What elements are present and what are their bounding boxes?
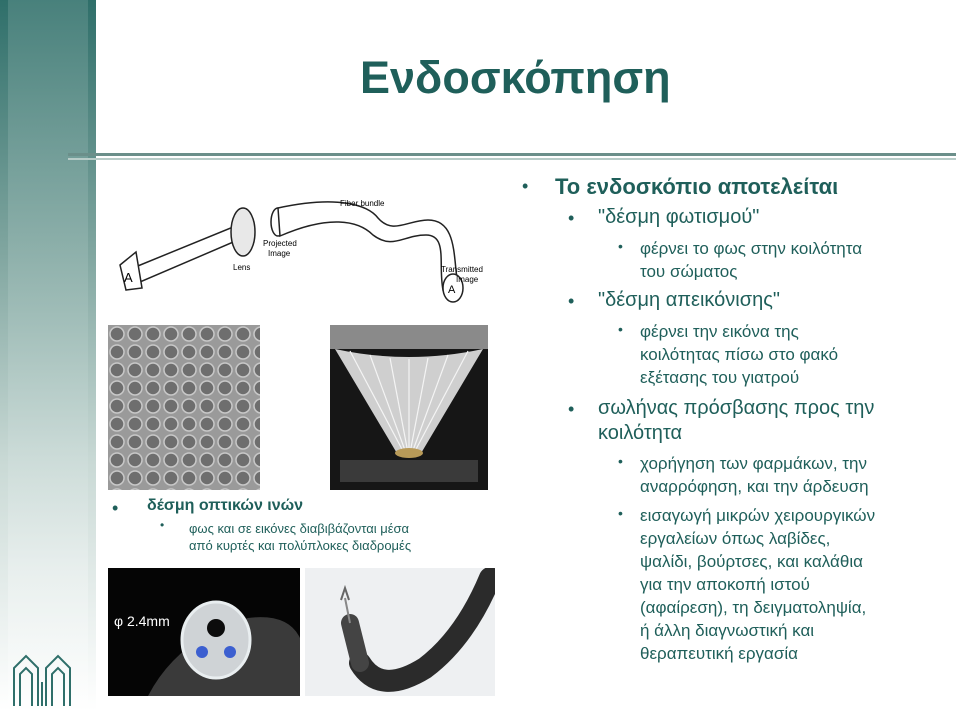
sub-illumination: [640, 237, 862, 283]
bullet-main: Το ενδοσκόπιο αποτελείται: [555, 174, 839, 199]
sub-instruments-line-7: θεραπευτική εργασία: [640, 644, 798, 663]
access-channel-line-1: σωλήνας πρόσβασης προς την: [598, 397, 875, 419]
access-channel-line-2: κοιλότητα: [598, 422, 683, 444]
endoscope-tip-photo: [108, 568, 300, 696]
sub-instruments-line-5: (αφαίρεση), τη δειγματοληψία,: [640, 598, 867, 617]
label-projected-2: Image: [268, 249, 291, 258]
fiber-caption-title: δέσμη οπτικών ινών: [147, 497, 304, 514]
caption-sub-bullet: •: [160, 518, 165, 532]
bullet-access-channel: [598, 396, 874, 446]
bullet-imaging: "δέσμη απεικόνισης": [598, 289, 780, 311]
label-transmitted-2: Image: [456, 275, 479, 284]
diagram-letter-a-right: A: [448, 284, 456, 296]
bullet-illumination: "δέσμη φωτισμού": [598, 206, 760, 228]
label-transmitted-1: Transmitted: [441, 265, 483, 274]
sub-drugs: [640, 452, 869, 498]
sub-instruments: [640, 504, 875, 665]
diagram-letter-a-left: A: [124, 270, 133, 285]
left-band-gradient: [8, 0, 88, 711]
bullet-dot-3: •: [568, 399, 575, 419]
sub-instruments-line-1: εισαγωγή μικρών χειρουργικών: [640, 506, 876, 525]
fiber-cross-section-photo: [108, 325, 260, 490]
slide-title: Ενδοσκόπηση: [360, 52, 671, 103]
label-fiber-bundle: Fiber bundle: [340, 199, 385, 208]
sub-dot-3: •: [618, 453, 623, 469]
sub-dot-1: •: [618, 238, 623, 254]
sub-instruments-line-3: ψαλίδι, βούρτσες, και καλάθια: [640, 552, 863, 571]
bullet-dot-2: •: [568, 291, 575, 311]
sub-instruments-line-2: εργαλείων όπως λαβίδες,: [640, 529, 831, 548]
sub-drugs-line-2: αναρρόφηση, και την άρδευση: [640, 477, 869, 496]
scope-diameter-label: φ 2.4mm: [114, 613, 170, 629]
left-decorative-band: [0, 0, 96, 711]
title-underline: [68, 153, 956, 161]
fiber-bundle-diagram: [108, 190, 498, 320]
sub-dot-4: •: [618, 505, 623, 521]
bullet-dot-1: •: [568, 208, 575, 228]
sub-instruments-line-4: για την αποκοπή ιστού: [640, 575, 810, 594]
sub-illumination-line-1: φέρνει το φως στην κοιλότητα: [640, 239, 863, 258]
sub-imaging-line-2: κοιλότητας πίσω στο φακό: [640, 345, 839, 364]
sub-illumination-line-2: του σώματος: [640, 262, 738, 281]
sub-dot-2: •: [618, 321, 623, 337]
sub-imaging-line-1: φέρνει την εικόνα της: [640, 322, 799, 341]
sub-imaging: [640, 320, 838, 389]
university-logo: [10, 654, 74, 710]
fiber-caption-sub: [189, 520, 479, 554]
sub-instruments-line-6: ή άλλη διαγνωστική και: [640, 621, 815, 640]
label-lens: Lens: [233, 263, 251, 272]
fiber-fan-photo: [330, 325, 488, 490]
sub-imaging-line-3: εξέτασης του γιατρού: [640, 368, 800, 387]
sub-drugs-line-1: χορήγηση των φαρμάκων, την: [640, 454, 867, 473]
main-bullet: •: [522, 176, 529, 196]
label-projected-1: Projected: [263, 239, 297, 248]
flexible-endoscope-photo: [305, 568, 495, 696]
fiber-caption-line-1: φως και σε εικόνες διαβιβάζονται μέσα: [189, 521, 410, 536]
caption-bullet: •: [112, 498, 119, 518]
fiber-caption-line-2: από κυρτές και πολύπλοκες διαδρομές: [189, 538, 412, 553]
